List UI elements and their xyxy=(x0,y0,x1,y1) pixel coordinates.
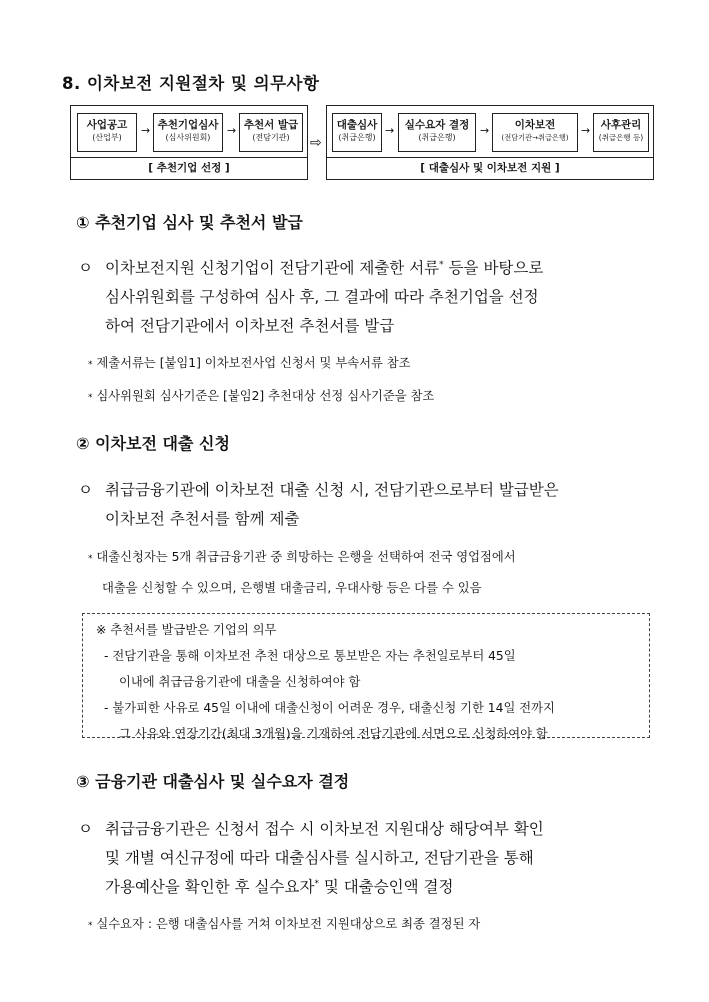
flow-arrow: → xyxy=(227,124,237,137)
note-item: 실수요자 : 은행 대출심사를 거쳐 이차보전 지원대상으로 최종 결정된 자 xyxy=(96,917,481,931)
flow-step-interest-support: 이차보전 (전담기관→취급은행) xyxy=(492,113,578,152)
flow-arrow: → xyxy=(581,124,591,137)
obligation-title: ※ 추천서를 발급받은 기업의 의무 xyxy=(96,623,277,637)
note-item: 대출신청자는 5개 취급금융기관 중 희망하는 은행을 선택하여 전국 영업점에서 xyxy=(96,550,516,564)
flow-step-announcement: 사업공고 (산업부) xyxy=(77,113,137,152)
obligation-item: - 불가피한 사유로 45일 이내에 대출신청이 어려운 경우, 대출신청 기한 14일 전까지 xyxy=(104,701,555,715)
section2-note xyxy=(88,545,516,600)
flow-step-review: 추천기업심사 (심사위원회) xyxy=(153,113,223,152)
obligation-content xyxy=(96,617,555,747)
flow-step-issue-letter: 추천서 발급 (전담기관) xyxy=(239,113,303,152)
section1-line: 이차보전지원 신청기업이 전담기관에 제출한 서류 xyxy=(105,259,440,277)
note-item: 심사위원회 심사기준은 [붙임2] 추천대상 선정 심사기준을 참조 xyxy=(96,389,435,403)
section1-line: 심사위원회를 구성하여 심사 후, 그 결과에 따라 추천기업을 선정 xyxy=(105,288,539,306)
obligation-item: 그 사유와 연장기간(최대 3개월)을 기재하여 전담기관에 서면으로 신청하여야 함 xyxy=(119,727,548,741)
section3-heading: ③ 금융기관 대출심사 및 실수요자 결정 xyxy=(76,772,350,791)
flow-arrow: → xyxy=(480,124,490,137)
flow-group-arrow: ⇨ xyxy=(310,135,322,151)
section2-heading: ② 이차보전 대출 신청 xyxy=(76,434,230,453)
bullet-marker: ㅇ xyxy=(78,820,93,838)
section1-paragraph: 이차보전지원 신청기업이 전담기관에 제출한 서류* 등을 바탕으로 심사위원회를 구성하여 심사 후, 그 결과에 따라 추천기업을 선정 하여 전담기관에서 이차보전 추천서를 발급 xyxy=(105,254,543,341)
note-item: 제출서류는 [붙임1] 이차보전사업 신청서 및 부속서류 참조 xyxy=(96,356,411,370)
section3-line: 및 개별 여신규정에 따라 대출심사를 실시하고, 전담기관을 통해 xyxy=(105,849,534,867)
section2-paragraph xyxy=(105,476,559,534)
flow-group-recommend xyxy=(70,105,308,180)
flow-group-loan xyxy=(326,105,654,180)
page-title: 8. 이차보전 지원절차 및 의무사항 xyxy=(62,74,320,93)
section3-note xyxy=(88,912,480,938)
section3-paragraph: 취급금융기관은 신청서 접수 시 이차보전 지원대상 해당여부 확인 및 개별 여신규정에 따라 대출심사를 실시하고, 전담기관을 통해 가용예산을 확인한 후 실수요자* 및 대출승인액 결정 xyxy=(105,815,544,902)
flow-step-loan-review: 대출심사 (취급은행) xyxy=(332,113,382,152)
flow-step-decision: 실수요자 결정 (취급은행) xyxy=(398,113,476,152)
footnote-mark: * xyxy=(314,878,319,889)
bullet-marker: ㅇ xyxy=(78,481,93,499)
note-star: * xyxy=(88,360,93,370)
obligation-item: 이내에 취급금융기관에 대출을 신청하여야 함 xyxy=(119,675,361,689)
section1-notes xyxy=(88,351,434,410)
section1-line: 하여 전담기관에서 이차보전 추천서를 발급 xyxy=(105,317,395,335)
flow-group-label: [ 대출심사 및 이차보전 지원 ] xyxy=(327,157,653,179)
section1-heading: ① 추천기업 심사 및 추천서 발급 xyxy=(76,213,303,232)
bullet-marker: ㅇ xyxy=(78,259,93,277)
section2-line: 취급금융기관에 이차보전 대출 신청 시, 전담기관으로부터 발급받은 xyxy=(105,481,559,499)
note-star: * xyxy=(88,554,93,564)
note-item: 대출을 신청할 수 있으며, 은행별 대출금리, 우대사항 등은 다를 수 있음 xyxy=(102,581,482,595)
flow-group-label: [ 추천기업 선정 ] xyxy=(71,157,307,179)
flow-step-followup: 사후관리 (취급은행 등) xyxy=(593,113,649,152)
flow-arrow: → xyxy=(141,124,151,137)
section3-line: 취급금융기관은 신청서 접수 시 이차보전 지원대상 해당여부 확인 xyxy=(105,820,544,838)
section2-line: 이차보전 추천서를 함께 제출 xyxy=(105,510,300,528)
note-star: * xyxy=(88,393,93,403)
footnote-mark: * xyxy=(439,259,444,270)
flow-arrow: → xyxy=(385,124,395,137)
obligation-item: - 전담기관을 통해 이차보전 추천 대상으로 통보받은 자는 추천일로부터 45일 xyxy=(104,649,516,663)
note-star: * xyxy=(88,921,93,931)
section3-line: 가용예산을 확인한 후 실수요자 xyxy=(105,878,315,896)
